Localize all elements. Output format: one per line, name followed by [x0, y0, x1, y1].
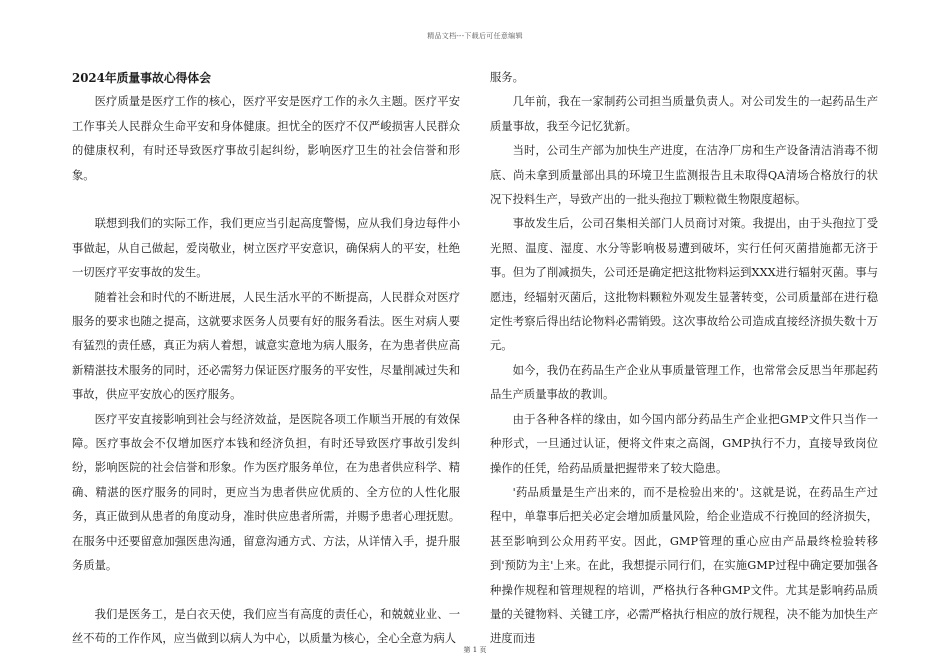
left-column	[72, 66, 460, 652]
paragraph: 事故发生后，公司召集相关部门人员商讨对策。我提出，由于头孢拉丁受光照、温度、湿度、水分等影响极易遭到破坏，实行任何灭菌措施都无济于事。但为了削减损失，公司还是确定把这批物料运到XXX进行辐射灭菌。事与愿违，经辐射灭菌后，这批物料颗粒外观发生显著转变，公司质量部在进行稳定性考察后得出结论物料必需销毁。这次事故给公司造成直接经济损失数十万元。	[490, 217, 878, 353]
paragraph: '药品质量是生产出来的，而不是检验出来的'。这就是说，在药品生产过程中，单靠事后把关必定会增加质量风险，给企业造成不行挽回的经济损失，甚至影响到公众用药平安。因此，GMP管理的重心应由产品最终检验转移到'预防为主'上来。在此，我想提示同行们，在实施GMP过程中确定要加强各种操作规程和管理规程的培训，严格执行各种GMP文件。尤其是影响药品质量的关键物料、关键工序，必需严格执行相应的放行规程，决不能为加快生产进度而违	[490, 485, 878, 646]
blank-line	[72, 188, 460, 212]
page-number: 第 1 页	[463, 646, 487, 654]
paragraph: 随着社会和时代的不断进展，人民生活水平的不断提高，人民群众对医疗服务的要求也随之提高，这就要求医务人员要有好的服务看法。医生对病人要有猛烈的责任感，真正为病人着想，诚意实意地为病人服务，在为患者供应高新精湛技术服务的同时，还必需努力保证医疗服务的平安性，尽量削减过失和事故，供应平安放心的医疗服务。	[72, 290, 460, 402]
blank-line	[72, 579, 460, 603]
page-header: 精品文档---下载后可任意编辑	[427, 32, 523, 40]
paragraph: 联想到我们的实际工作，我们更应当引起高度警惕，应从我们身边每件小事做起，从自己做起，爱岗敬业，树立医疗平安意识，确保病人的平安，杜绝一切医疗平安事故的发生。	[72, 217, 460, 280]
paragraph: 几年前，我在一家制药公司担当质量负责人。对公司发生的一起药品生产质量事故，我至今记忆犹新。	[490, 95, 878, 133]
paragraph: 我们是医务工，是白衣天使，我们应当有高度的责任心，和兢兢业业、一丝不苟的工作作风，应当做到以病人为中心，以质量为核心，全心全意为病人	[72, 607, 460, 646]
right-column	[490, 66, 878, 652]
paragraph: 当时，公司生产部为加快生产进度，在洁净厂房和生产设备清洁消毒不彻底、尚未拿到质量部出具的环境卫生监测报告且未取得QA清场合格放行的状况下投料生产，导致产出的一批头孢拉丁颗粒微生物限度超标。	[490, 144, 878, 207]
paragraph: 医疗平安直接影响到社会与经济效益，是医院各项工作顺当开展的有效保障。医疗事故会不仅增加医疗本钱和经济负担，有时还导致医疗事故引发纠纷，影响医院的社会信誉和形象。作为医疗服务单位，在为患者供应科学、精确、精湛的医疗服务的同时，更应当为患者供应优质的、全方位的人性化服务，真正做到从患者的角度动身，准时供应患者所需，并赐予患者心理抚慰。在服务中还要留意加强医患沟通，留意沟通方式、方法，从详情入手，提升服务质量。	[72, 412, 460, 573]
paragraph: 如今，我仍在药品生产企业从事质量管理工作，也常常会反思当年那起药品生产质量事故的教训。	[490, 363, 878, 402]
paragraph: 由于各种各样的缘由，如今国内部分药品生产企业把GMP文件只当作一种形式，一旦通过认证，便将文件束之高阁，GMP执行不力，直接导致岗位操作的任凭，给药品质量把握带来了较大隐患。	[490, 412, 878, 475]
document-title: 2024年质量事故心得体会	[72, 71, 212, 85]
paragraph-continuation: 服务。	[490, 71, 524, 84]
paragraph: 医疗质量是医疗工作的核心，医疗平安是医疗工作的永久主题。医疗平安工作事关人民群众生命平安和身体健康。担忧全的医疗不仅严峻损害人民群众的健康权利，有时还导致医疗事故引起纠纷，影响医疗卫生的社会信誉和形象。	[72, 95, 460, 182]
